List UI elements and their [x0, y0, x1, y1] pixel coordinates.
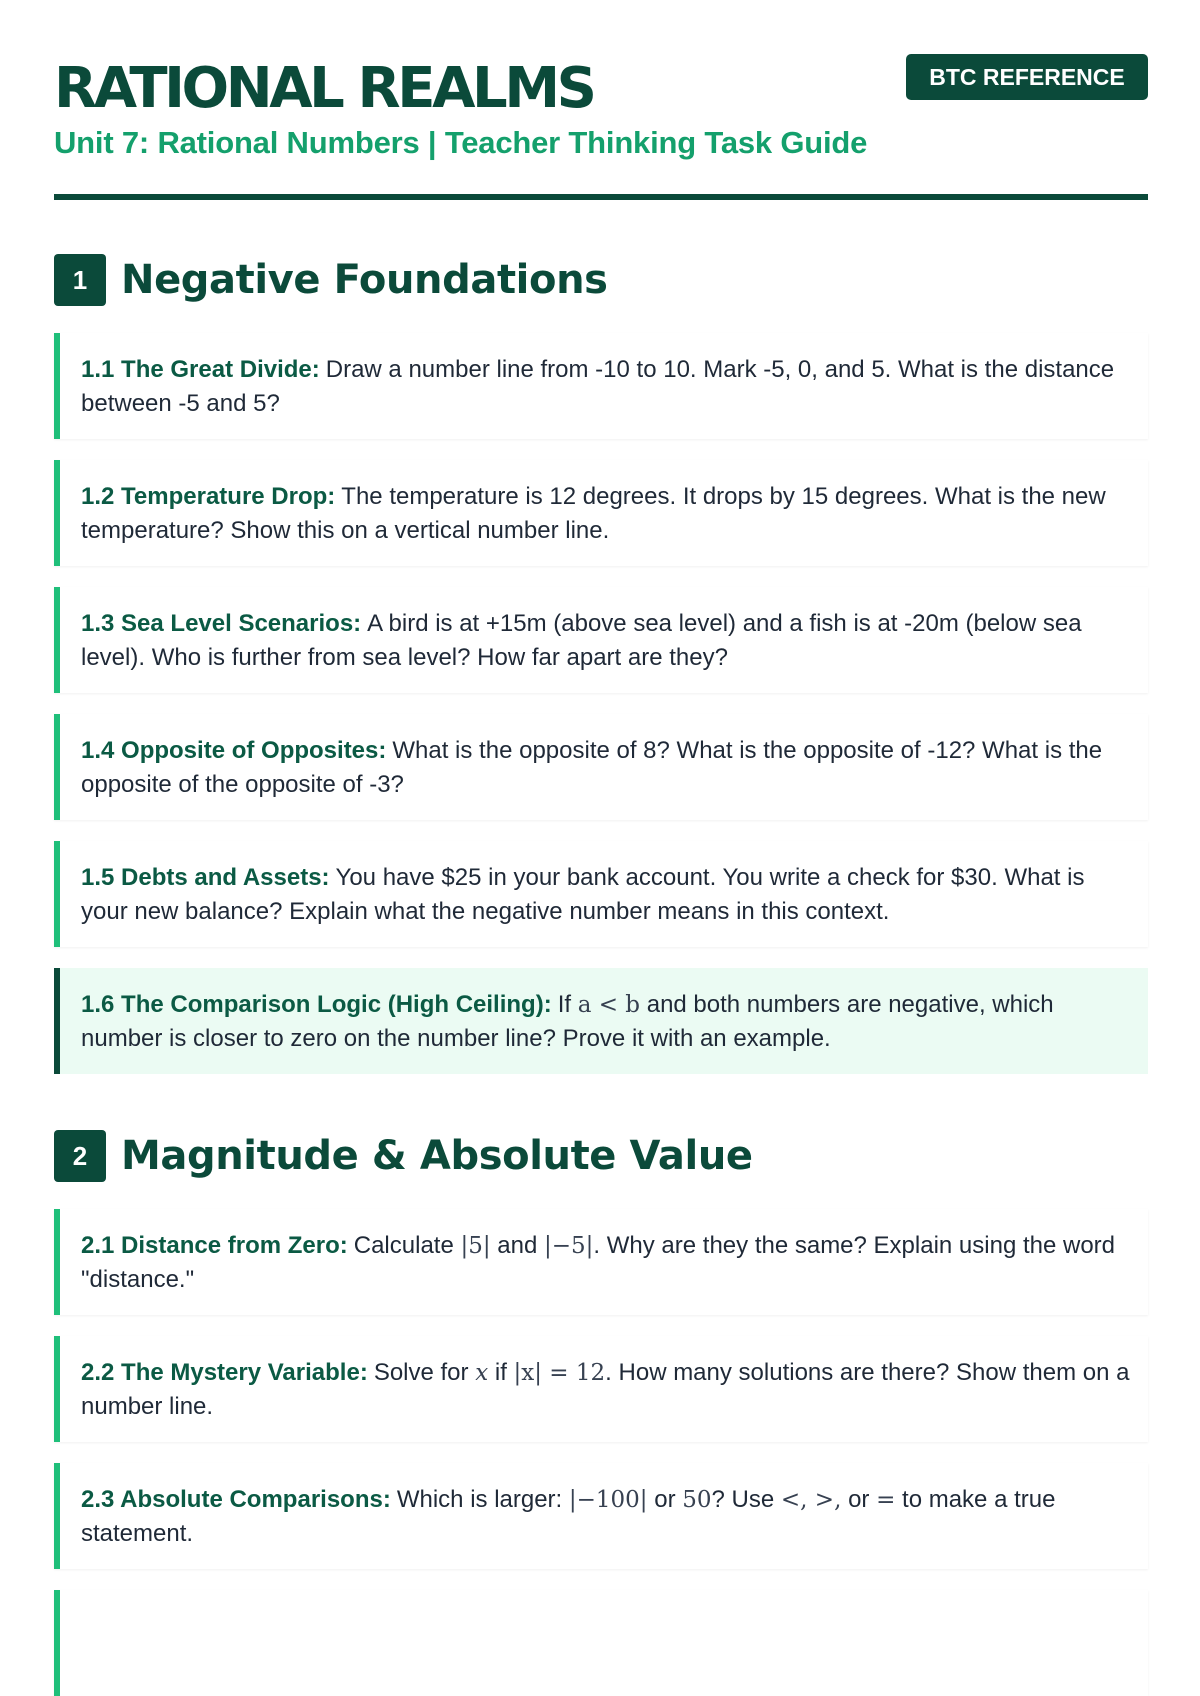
task-label: 1.3 Sea Level Scenarios: [81, 610, 362, 637]
task-card-1-4 [54, 714, 1148, 820]
task-text: Which is larger: [396, 1486, 563, 1513]
task-card-1-3 [54, 587, 1148, 693]
task-label: 1.6 The Comparison Logic (High Ceiling): [81, 991, 552, 1018]
task-card-2-3 [54, 1463, 1148, 1569]
task-card-1-5 [54, 841, 1148, 947]
task-label: 1.2 Temperature Drop: [81, 483, 336, 510]
task-text: . How many solutions are there? Show them on a number line. [81, 1359, 1130, 1420]
section-heading [54, 1130, 1148, 1182]
task-text: What is the opposite of 8? What is the opposite of -12? What is the opposite of the opposite of -3? [81, 737, 1103, 798]
section-title: Negative Foundations [121, 257, 608, 303]
header-divider [54, 194, 1148, 200]
task-text: The temperature is 12 degrees. It drops by 15 degrees. What is the new temperature? Show this on a vertical number line. [81, 483, 1106, 544]
section-title: Magnitude & Absolute Value [121, 1133, 753, 1179]
task-card-1-6-high-ceiling [54, 968, 1148, 1074]
math-expression: x [475, 1360, 489, 1386]
task-text: if [494, 1359, 507, 1386]
task-text: or [654, 1486, 676, 1513]
task-text: to make a true statement. [81, 1486, 1056, 1547]
task-text: You have $25 in your bank account. You write a check for $30. What is your new balance? Explain what the negative number means in this context. [81, 864, 1085, 925]
task-label: 1.1 The Great Divide: [81, 356, 320, 383]
task-card-2-2 [54, 1336, 1148, 1442]
section-negative-foundations [54, 254, 1148, 1074]
btc-reference-badge: BTC REFERENCE [906, 54, 1148, 100]
math-expression: |x| = 12 [513, 1360, 606, 1386]
task-card-partial [54, 1590, 1148, 1696]
page-title: RATIONAL REALMS [54, 56, 594, 121]
task-text: Solve for [373, 1359, 469, 1386]
task-label: 1.4 Opposite of Opposites: [81, 737, 387, 764]
task-text: A bird is at +15m (above sea level) and a fish is at -20m (below sea level). Who is further from sea level? How far apart are they? [81, 610, 1082, 671]
task-label: 2.3 Absolute Comparisons: [81, 1486, 391, 1513]
task-text: or [848, 1486, 870, 1513]
math-expression: |−100| [568, 1487, 648, 1513]
task-card-1-1 [54, 333, 1148, 439]
math-expression: 50 [682, 1487, 712, 1513]
section-magnitude-absolute-value [54, 1130, 1148, 1696]
task-text: and both numbers are negative, which number is closer to zero on the number line? Prove it with an example. [81, 991, 1054, 1052]
section-number-badge: 1 [54, 254, 106, 306]
task-text: ? Use [711, 1486, 775, 1513]
task-label: 2.1 Distance from Zero: [81, 1232, 348, 1259]
section-number-badge: 2 [54, 1130, 106, 1182]
math-expression: |5| [460, 1233, 491, 1259]
section-heading [54, 254, 1148, 306]
header [54, 0, 1148, 160]
task-text: . Why are they the same? Explain using the word "distance." [81, 1232, 1116, 1293]
math-expression: a < b [577, 992, 641, 1018]
task-text: Draw a number line from -10 to 10. Mark -5, 0, and 5. What is the distance between -5 and 5? [81, 356, 1115, 417]
math-expression: |−5| [544, 1233, 594, 1259]
task-text: If [557, 991, 572, 1018]
task-card-2-1 [54, 1209, 1148, 1315]
task-label: 2.2 The Mystery Variable: [81, 1359, 368, 1386]
math-expression: <, >, [780, 1487, 842, 1513]
task-card-1-2 [54, 460, 1148, 566]
math-expression: = [876, 1487, 896, 1513]
task-text: and [497, 1232, 538, 1259]
task-text: Calculate [353, 1232, 454, 1259]
task-label: 1.5 Debts and Assets: [81, 864, 330, 891]
page-subtitle: Unit 7: Rational Numbers | Teacher Thinking Task Guide [54, 125, 868, 160]
